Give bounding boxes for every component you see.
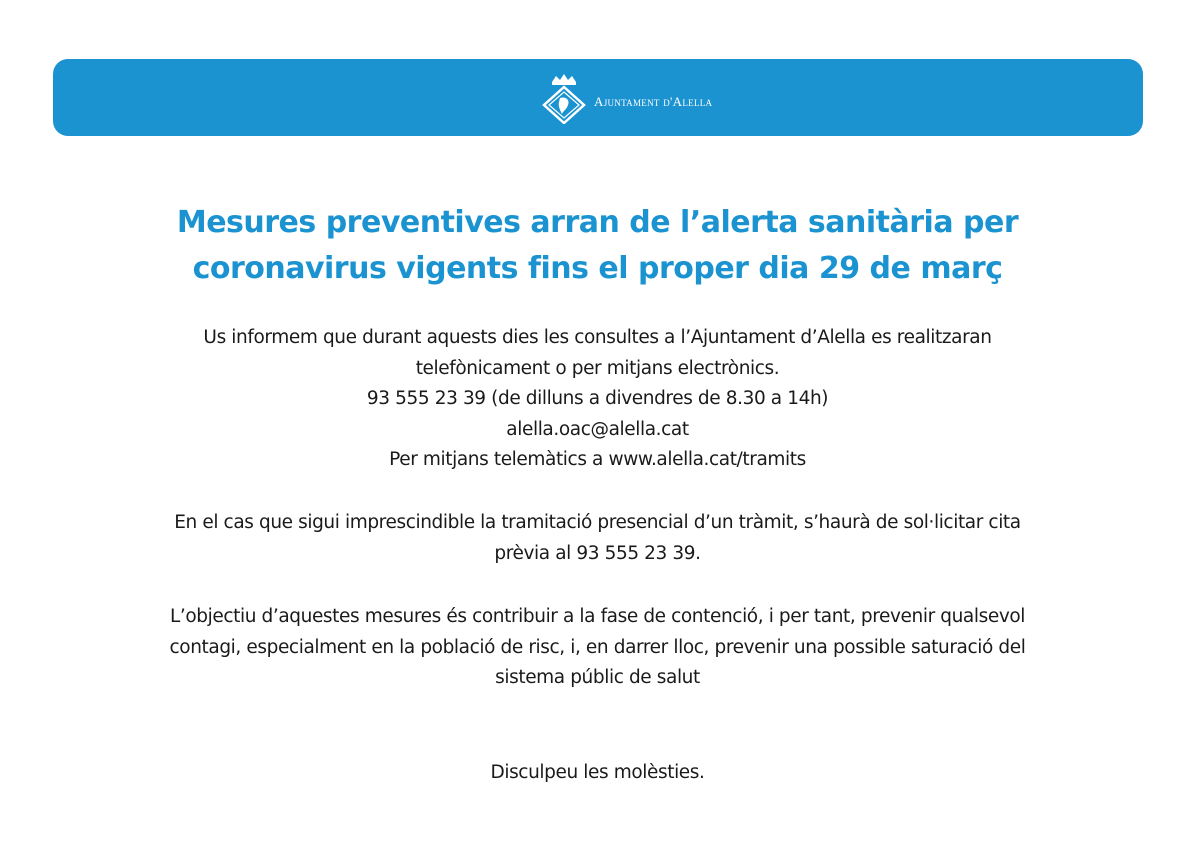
page-title — [60, 200, 1135, 292]
email-line: alella.oac@alella.cat — [506, 418, 689, 440]
intro-line: telefònicament o per mitjans electrònics. — [415, 357, 780, 379]
paragraph-line: prèvia al 93 555 23 39. — [494, 542, 701, 564]
paragraph-line: L’objectiu d’aquestes mesures és contribuir a la fase de contenció, i per tant, prevenir qualsevol — [169, 606, 1026, 627]
paragraph-line: contagi, especialment en la població de risc, i, en darrer lloc, prevenir una possible saturació del — [169, 636, 1026, 658]
header-banner — [53, 59, 1143, 136]
closing-text: Disculpeu les molèsties. — [490, 762, 705, 783]
title-line: coronavirus vigents fins el proper dia 29 de març — [192, 251, 1003, 286]
paragraph-line: En el cas que sigui imprescindible la tramitació presencial d’un tràmit, s’haurà de sol·licitar cita — [174, 512, 1021, 533]
intro-line: Us informem que durant aquests dies les consultes a l’Ajuntament d’Alella es realitzaran — [203, 327, 992, 348]
paragraph-line: sistema públic de salut — [495, 667, 700, 688]
in-person-paragraph — [60, 508, 1135, 569]
coat-of-arms-icon — [542, 74, 586, 124]
title-line: Mesures preventives arran de l’alerta sanitària per — [176, 205, 1019, 240]
phone-line: 93 555 23 39 (de dilluns a divendres de 8.30 a 14h) — [366, 388, 829, 409]
logo-text: Ajuntament d'Alella — [594, 94, 713, 109]
contact-info-block — [60, 323, 1135, 476]
objective-paragraph — [60, 602, 1135, 694]
ajuntament-logo — [542, 74, 772, 124]
web-line: Per mitjans telemàtics a www.alella.cat/tramits — [389, 449, 806, 470]
